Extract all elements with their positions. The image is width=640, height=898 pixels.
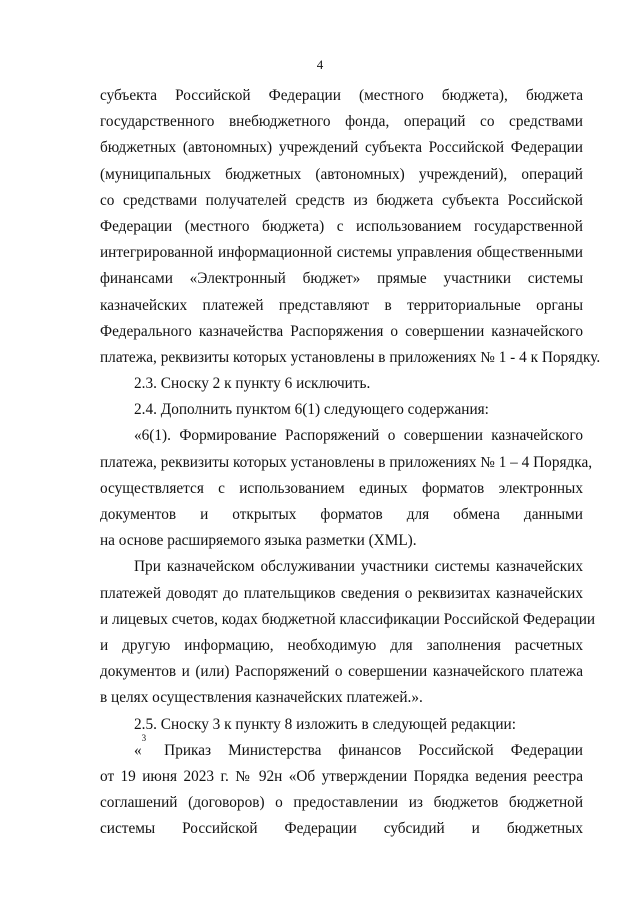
quoted-text-line: платежа, реквизиты которых установлены в приложениях № 1 – 4 Порядка, [100,453,593,471]
text-line: (муниципальных бюджетных (автономных) учреждений), операций [100,165,583,183]
footnote-text-line: соглашений (договоров) о предоставлении из бюджетов бюджетной [100,794,583,812]
text-line: со средствами получателей средств из бюджета субъекта Российской [100,191,583,209]
section-2-5: 2.5. Сноску 3 к пункту 8 изложить в следующей редакции: [134,715,516,733]
text-line: казначейских платежей представляют в территориальные органы [100,296,583,314]
text-line: субъекта Российской Федерации (местного бюджета), бюджета [100,87,583,104]
text-line: Федерального казначейства Распоряжения о совершении казначейского [100,322,583,340]
quoted-text-line: осуществляется с использованием единых форматов электронных [100,479,583,497]
paragraph-line: и лицевых счетов, кодах бюджетной классификации Российской Федерации [100,610,596,628]
paragraph-line: платежей доводят до плательщиков сведения о реквизитах казначейских [100,584,583,602]
section-2-4: 2.4. Дополнить пунктом 6(1) следующего содержания: [134,401,489,419]
document-body [100,83,601,842]
footnote-mark: 3 [141,732,147,743]
opening-quote: « [134,741,142,759]
section-2-3: 2.3. Сноску 2 к пункту 6 исключить. [134,375,371,393]
page-number: 4 [316,57,324,72]
quoted-text-line: документов и открытых форматов для обмена данными [100,506,583,523]
footnote-text: Приказ Министерства финансов Российской Федерации [164,741,583,759]
text-line: Федерации (местного бюджета) с использованием государственной [100,217,583,235]
quoted-text-line: на основе расширяемого языка разметки (XML). [100,532,417,550]
footnote-line [100,732,583,764]
footnote-text-line: от 19 июня 2023 г. № 92н «Об утверждении Порядка ведения реестра [100,767,583,785]
paragraph-line: документов и (или) Распоряжений о совершении казначейского платежа [100,663,583,681]
paragraph-line: При казначейском обслуживании участники системы казначейских [134,558,583,576]
paragraph-line: в целях осуществления казначейских платежей.». [100,689,423,707]
text-line: интегрированной информационной системы управления общественными [100,244,583,262]
text-line: бюджетных (автономных) учреждений субъекта Российской Федерации [100,139,583,157]
text-line: государственного внебюджетного фонда, операций со средствами [100,113,583,131]
footnote-text-line: системы Российской Федерации субсидий и бюджетных [100,820,583,838]
quoted-text-line: «6(1). Формирование Распоряжений о совершении казначейского [134,427,583,445]
text-line: финансами «Электронный бюджет» прямые участники системы [100,270,583,288]
text-line: платежа, реквизиты которых установлены в приложениях № 1 - 4 к Порядку. [100,348,601,366]
paragraph-line: и другую информацию, необходимую для заполнения расчетных [100,636,583,654]
